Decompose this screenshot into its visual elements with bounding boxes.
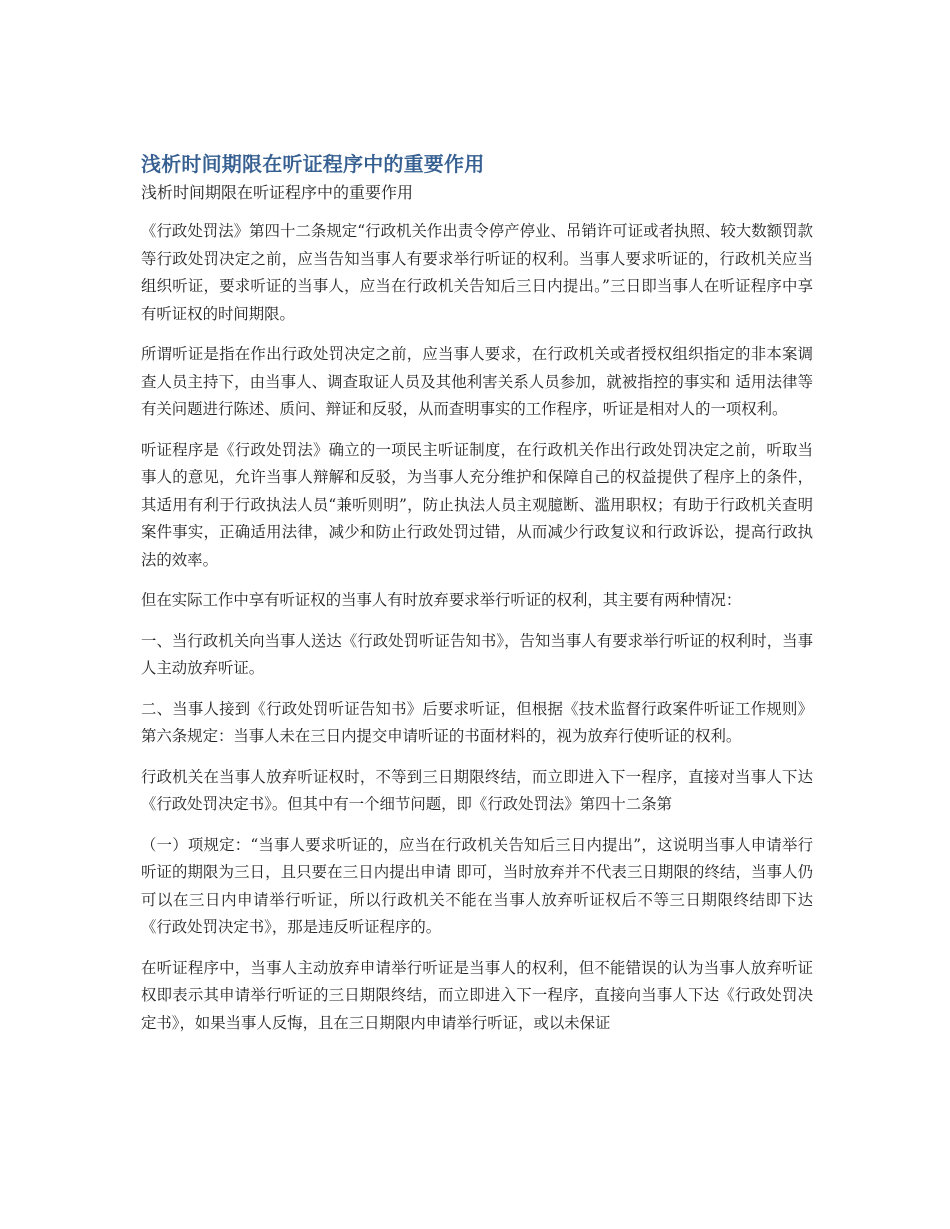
- paragraph-3: 听证程序是《行政处罚法》确立的一项民主听证制度，在行政机关作出行政处罚决定之前，听取当事人的意见，允许当事人辩解和反驳，为当事人充分维护和保障自己的权益提供了程序上的条件，其适用有利于行政执法人员“兼听则明”，防止执法人员主观臆断、滥用职权；有助于行政机关查明案件事实，正确适用法律，减少和防止行政处罚过错，从而减少行政复议和行政诉讼，提高行政执法的效率。: [141, 440, 813, 569]
- document-page: [141, 148, 813, 1050]
- paragraph-1: 《行政处罚法》第四十二条规定“行政机关作出责令停产停业、吊销许可证或者执照、较大数额罚款等行政处罚决定之前，应当告知当事人有要求举行听证的权利。当事人要求听证的，行政机关应当组织听证，要求听证的当事人，应当在行政机关告知后三日内提出。”三日即当事人在听证程序中享有听证权的时间期限。: [141, 222, 813, 323]
- paragraph-6: 二、当事人接到《行政处罚听证告知书》后要求听证，但根据《技术监督行政案件听证工作规则》第六条规定：当事人未在三日内提交申请听证的书面材料的，视为放弃行使听证的权利。: [141, 699, 813, 745]
- paragraph-9: 在听证程序中，当事人主动放弃申请举行听证是当事人的权利，但不能错误的认为当事人放弃听证权即表示其申请举行听证的三日期限终结，而立即进入下一程序，直接向当事人下达《行政处罚决定书》，如果当事人反悔，且在三日期限内申请举行听证，或以未保证: [141, 958, 813, 1032]
- document-title: 浅析时间期限在听证程序中的重要作用: [141, 152, 485, 176]
- paragraph-8: （一）项规定：“当事人要求听证的，应当在行政机关告知后三日内提出”，这说明当事人申请举行听证的期限为三日，且只要在三日内提出申请 即可，当时放弃并不代表三日期限的终结，当事人仍可以在三日内申请举行听证，所以行政机关不能在当事人放弃听证权后不等三日期限终结即下达《行政处罚决定书》，那是违反听证程序的。: [141, 835, 813, 936]
- paragraph-4: 但在实际工作中享有听证权的当事人有时放弃要求举行听证的权利，其主要有两种情况：: [141, 591, 742, 609]
- document-subtitle: 浅析时间期限在听证程序中的重要作用: [141, 183, 414, 202]
- paragraph-5: 一、当行政机关向当事人送达《行政处罚听证告知书》，告知当事人有要求举行听证的权利时，当事人主动放弃听证。: [141, 631, 813, 677]
- paragraph-7: 行政机关在当事人放弃听证权时，不等到三日期限终结，而立即进入下一程序，直接对当事人下达《行政处罚决定书》。但其中有一个细节问题，即《行政处罚法》第四十二条第: [141, 767, 813, 813]
- paragraph-2: 所谓听证是指在作出行政处罚决定之前，应当事人要求，在行政机关或者授权组织指定的非本案调查人员主持下，由当事人、调查取证人员及其他利害关系人员参加，就被指控的事实和 适用法律等有关问题进行陈述、质问、辩证和反驳，从而查明事实的工作程序，听证是相对人的一项权利。: [141, 345, 813, 418]
